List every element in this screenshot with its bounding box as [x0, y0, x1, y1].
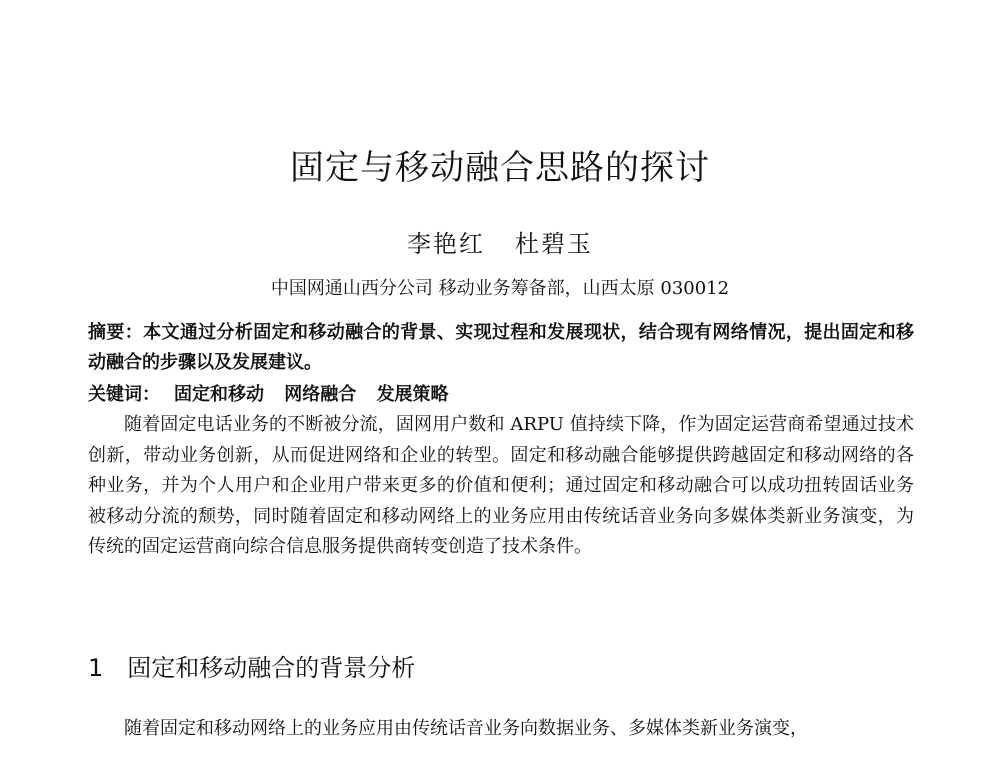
author-name: 李艳红: [407, 230, 485, 258]
author-affiliation: 中国网通山西分公司 移动业务筹备部，山西太原 030012: [270, 278, 730, 299]
intro-paragraph: 随着固定电话业务的不断被分流，固网用户数和 ARPU 值持续下降，作为固定运营商希望通过技术创新，带动业务创新，从而促进网络和企业的转型。固定和移动融合能够提供跨越固定和移动网络的各种业务，并为个人用户和企业用户带来更多的价值和便利；通过固定和移动融合可以成功扭转固话业务被移动分流的颓势，同时随着固定和移动网络上的业务应用由传统话音业务向多媒体类新业务演变，为传统的固定运营商向综合信息服务提供商转变创造了技术条件。: [88, 414, 914, 557]
section-title: 固定和移动融合的背景分析: [127, 654, 416, 682]
keywords-label: 关键词：: [88, 384, 160, 405]
keyword: 发展策略: [376, 384, 449, 405]
section-heading: [88, 648, 415, 683]
keyword: 网络融合: [284, 384, 357, 405]
section-number: 1: [88, 654, 104, 682]
paper-title: 固定与移动融合思路的探讨: [290, 148, 710, 188]
keyword: 固定和移动: [174, 384, 264, 405]
body-paragraph: 随着固定和移动网络上的业务应用由传统话音业务向数据业务、多媒体类新业务演变，: [124, 718, 808, 739]
keywords: [88, 380, 914, 410]
author-name: 杜碧玉: [515, 230, 593, 258]
abstract: 摘要：本文通过分析固定和移动融合的背景、实现过程和发展现状，结合现有网络情况，提出固定和移动融合的步骤以及发展建议。: [88, 322, 914, 373]
author-list: [0, 224, 1000, 259]
